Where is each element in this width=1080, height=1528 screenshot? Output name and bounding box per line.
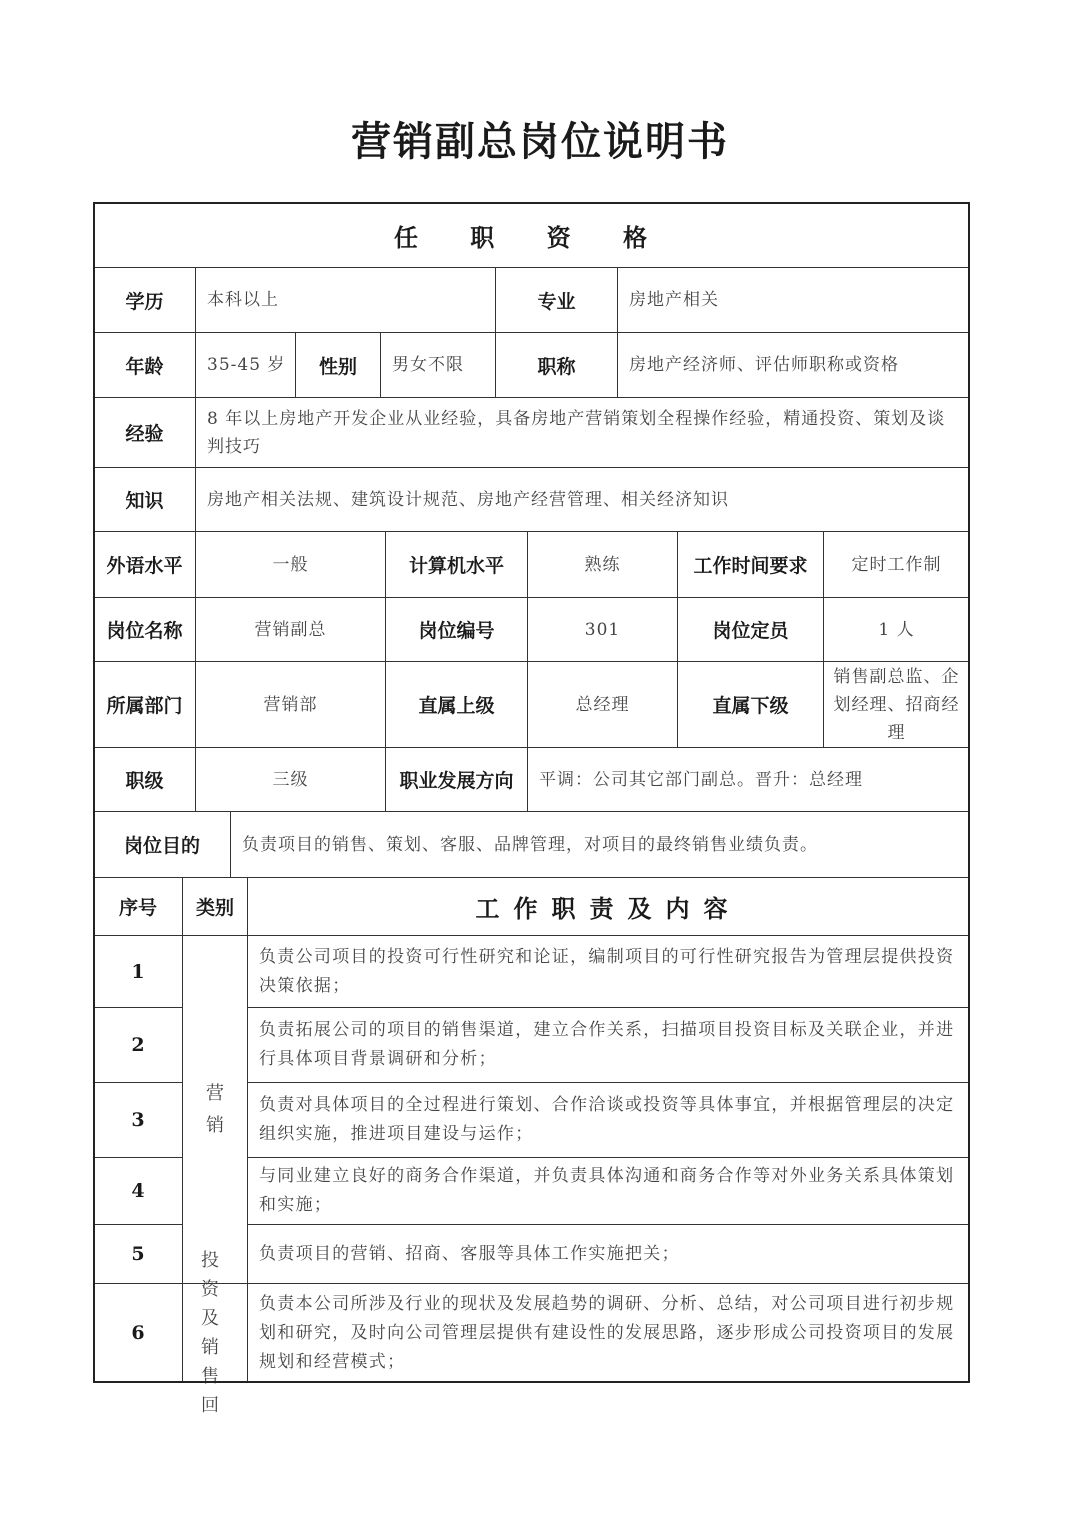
major-value: 房地产相关 bbox=[617, 267, 970, 333]
computer-value: 熟练 bbox=[527, 531, 678, 598]
headcount-label: 岗位定员 bbox=[677, 597, 824, 662]
work-time-label: 工作时间要求 bbox=[677, 531, 824, 598]
position-no-value: 301 bbox=[527, 597, 678, 662]
education-label: 学历 bbox=[93, 267, 196, 333]
knowledge-label: 知识 bbox=[93, 467, 196, 532]
duty-no-1: 1 bbox=[93, 935, 183, 1008]
language-label: 外语水平 bbox=[93, 531, 196, 598]
duty-text-6: 负责本公司所涉及行业的现状及发展趋势的调研、分析、总结，对公司项目进行初步规划和研究，及时向公司管理层提供有建设性的发展思路，逐步形成公司投资项目的发展规划和经营模式； bbox=[247, 1283, 970, 1383]
language-value: 一般 bbox=[195, 531, 386, 598]
age-value: 35-45 岁 bbox=[195, 332, 296, 398]
purpose-value: 负责项目的销售、策划、客服、品牌管理，对项目的最终销售业绩负责。 bbox=[230, 811, 970, 878]
title-req-label: 职称 bbox=[495, 332, 618, 398]
career-label: 职业发展方向 bbox=[385, 747, 528, 812]
document-title: 营销副总岗位说明书 bbox=[351, 118, 729, 165]
duties-no-header: 序号 bbox=[93, 877, 183, 936]
position-name-label: 岗位名称 bbox=[93, 597, 196, 662]
education-value: 本科以上 bbox=[195, 267, 496, 333]
section-header: 任 职 资 格 bbox=[93, 202, 970, 268]
subordinate-label: 直属下级 bbox=[677, 661, 824, 748]
position-no-label: 岗位编号 bbox=[385, 597, 528, 662]
computer-label: 计算机水平 bbox=[385, 531, 528, 598]
duty-text-1: 负责公司项目的投资可行性研究和论证，编制项目的可行性研究报告为管理层提供投资决策依据； bbox=[247, 935, 970, 1008]
position-name-value: 营销副总 bbox=[195, 597, 386, 662]
age-label: 年龄 bbox=[93, 332, 196, 398]
duty-text-5: 负责项目的营销、招商、客服等具体工作实施把关； bbox=[247, 1224, 970, 1284]
experience-label: 经验 bbox=[93, 397, 196, 468]
duty-no-6: 6 bbox=[93, 1283, 183, 1383]
duty-text-3: 负责对具体项目的全过程进行策划、合作洽谈或投资等具体事宜，并根据管理层的决定组织实施，推进项目建设与运作； bbox=[247, 1082, 970, 1158]
subordinate-value: 销售副总监、企划经理、招商经理 bbox=[823, 661, 970, 748]
grade-value: 三级 bbox=[195, 747, 386, 812]
work-time-value: 定时工作制 bbox=[823, 531, 970, 598]
duty-no-2: 2 bbox=[93, 1007, 183, 1083]
superior-label: 直属上级 bbox=[385, 661, 528, 748]
category-marketing: 营销 bbox=[182, 935, 248, 1284]
duties-category-header: 类别 bbox=[182, 877, 248, 936]
duty-text-2: 负责拓展公司的项目的销售渠道，建立合作关系，扫描项目投资目标及关联企业，并进行具体项目背景调研和分析； bbox=[247, 1007, 970, 1083]
purpose-label: 岗位目的 bbox=[93, 811, 231, 878]
headcount-value: 1 人 bbox=[823, 597, 970, 662]
superior-value: 总经理 bbox=[527, 661, 678, 748]
career-value: 平调：公司其它部门副总。晋升：总经理 bbox=[527, 747, 970, 812]
duties-content-header: 工作职责及内容 bbox=[247, 877, 970, 936]
category-investment: 投资及销售回 bbox=[182, 1283, 248, 1383]
duty-text-4: 与同业建立良好的商务合作渠道，并负责具体沟通和商务合作等对外业务关系具体策划和实施； bbox=[247, 1157, 970, 1225]
experience-value: 8 年以上房地产开发企业从业经验，具备房地产营销策划全程操作经验，精通投资、策划及谈判技巧 bbox=[195, 397, 970, 468]
department-label: 所属部门 bbox=[93, 661, 196, 748]
gender-label: 性别 bbox=[295, 332, 381, 398]
grade-label: 职级 bbox=[93, 747, 196, 812]
duty-no-3: 3 bbox=[93, 1082, 183, 1158]
duty-no-4: 4 bbox=[93, 1157, 183, 1225]
title-req-value: 房地产经济师、评估师职称或资格 bbox=[617, 332, 970, 398]
department-value: 营销部 bbox=[195, 661, 386, 748]
duty-no-5: 5 bbox=[93, 1224, 183, 1284]
knowledge-value: 房地产相关法规、建筑设计规范、房地产经营管理、相关经济知识 bbox=[195, 467, 970, 532]
major-label: 专业 bbox=[495, 267, 618, 333]
gender-value: 男女不限 bbox=[380, 332, 496, 398]
